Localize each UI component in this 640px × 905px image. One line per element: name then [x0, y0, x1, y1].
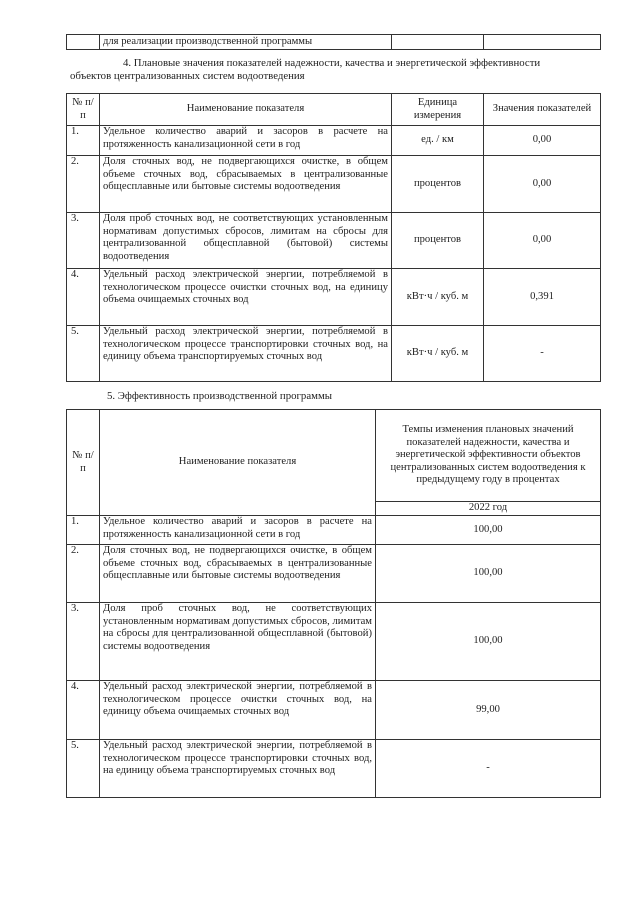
- section4-title-cont: [70, 70, 305, 83]
- table-row: 1. Удельное количество аварий и засоров в расчете на протяженность канализационной сети в год 100,00: [67, 516, 601, 545]
- header-name: Наименование показателя: [100, 410, 376, 516]
- section5-header-row: [67, 410, 601, 502]
- section4-title-line2: объектов централизованных систем водоотведения: [70, 70, 305, 82]
- header-unit: Единица измерения: [392, 94, 484, 126]
- table-row: 3. Доля проб сточных вод, не соответствующих установленным нормативам допустимых сбросов, лимитам на сбросы для централизованной общесплавной (бытовой) системы водоотведения процентов 0,00: [67, 213, 601, 269]
- header-name: Наименование показателя: [100, 94, 392, 126]
- previous-table-text: для реализации производственной программы: [100, 35, 392, 50]
- section5-title: 5. Эффективность производственной программы: [107, 390, 333, 402]
- section4-table: [66, 93, 601, 382]
- header-num: № п/ п: [67, 410, 100, 516]
- section5-table: [66, 409, 601, 798]
- table-row: 1. Удельное количество аварий и засоров в расчете на протяженность канализационной сети в год ед. / км 0,00: [67, 126, 601, 156]
- table-row: 5. Удельный расход электрической энергии, потребляемой в технологическом процессе транспортировки сточных вод, на единицу объема транспортируемых сточных вод -: [67, 740, 601, 798]
- section4-title: [123, 57, 540, 70]
- table-row: 4. Удельный расход электрической энергии, потребляемой в технологическом процессе очистки сточных вод, на единицу объема очищаемых сточных вод 99,00: [67, 681, 601, 740]
- section4-header-row: [67, 94, 601, 126]
- table-row: 2. Доля сточных вод, не подвергающихся очистке, в общем объеме сточных вод, сбрасываемых в централизованные общесплавные или бытовые системы водоотведения 100,00: [67, 545, 601, 603]
- section4-title-line1: 4. Плановые значения показателей надежности, качества и энергетической эффективности: [123, 57, 541, 69]
- header-rate: Темпы изменения плановых значений показателей надежности, качества и энергетической эффективности объектов централизованных систем водоотведения к предыдущему году в процентах: [376, 410, 601, 502]
- header-num: № п/п: [67, 94, 100, 126]
- previous-table-fragment: [66, 34, 601, 50]
- table-row: 2. Доля сточных вод, не подвергающихся очистке, в общем объеме сточных вод, сбрасываемых в централизованные общесплавные или бытовые системы водоотведения процентов 0,00: [67, 156, 601, 213]
- header-year: 2022 год: [376, 502, 601, 516]
- header-value: Значения показателей: [484, 94, 601, 126]
- table-row: 3. Доля проб сточных вод, не соответствующих установленным нормативам допустимых сбросов, лимитам на сбросы для централизованной общесплавной (бытовой) системы водоотведения 100,00: [67, 603, 601, 681]
- table-row: 4. Удельный расход электрической энергии, потребляемой в технологическом процессе очистки сточных вод, на единицу объема очищаемых сточных вод кВт·ч / куб. м 0,391: [67, 269, 601, 326]
- table-row: 5. Удельный расход электрической энергии, потребляемой в технологическом процессе транспортировки сточных вод, на единицу объема транспортируемых сточных вод кВт·ч / куб. м -: [67, 326, 601, 382]
